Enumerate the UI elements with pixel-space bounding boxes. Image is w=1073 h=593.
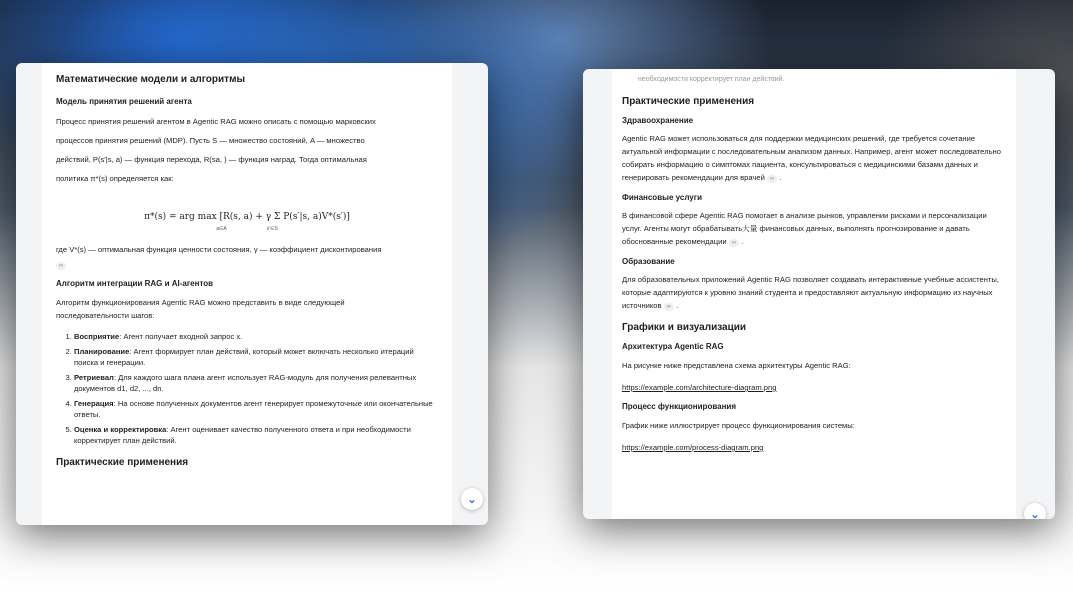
citation-ref-icon[interactable]: ∞ <box>767 175 777 183</box>
formula-text: π*(s) = arg max [R(s, a) + γ Σ P(s′|s, a)V*(s′)] <box>144 212 350 222</box>
math-models-heading: Математические модели и алгоритмы <box>56 74 246 85</box>
formula-subscript-action: a∈A <box>216 226 227 232</box>
algorithm-text-line1: Алгоритм функционирования Agentic RAG можно представить в виде следующей <box>56 298 345 307</box>
model-text-line4: политика π*(s) определяется как: <box>56 174 174 183</box>
practical-applications-heading: Практические применения <box>56 457 189 468</box>
right-document-page <box>612 69 1016 519</box>
formula-subscript-state: s′∈S <box>266 226 278 232</box>
left-document-panel <box>16 63 488 525</box>
healthcare-text: Agentic RAG может использоваться для поддержки медицинских решений, где требуется сочетание актуальной информации с последовательным анализом данных. Например, агент может последовательно собирать информацию о симптомах пациента, консультироваться с медицинскими базами данных и генерировать рекомендации для врачей ∞ . <box>622 134 1001 182</box>
list-item: 3. Ретриевал: Для каждого шага плана агент использует RAG-модуль для получения релевантных документов d1, d2, ..., dn. <box>74 372 438 394</box>
right-document-panel <box>583 69 1055 519</box>
algorithm-text-line2: последовательности шагов: <box>56 311 155 320</box>
scroll-down-button[interactable] <box>1024 503 1046 519</box>
list-item: 4. Генерация: На основе полученных документов агент генерирует промежуточные или окончательные ответы. <box>74 398 438 420</box>
education-text: Для образовательных приложений Agentic RAG позволяет создавать интерактивные учебные ассистенты, которые адаптируются к уровню знаний студента и предоставляют актуальную информацию из научных источников ∞ . <box>622 275 999 310</box>
model-text-line3: действий, P(s′|s, a) — функция перехода, R(sa, ) — функция наград. Тогда оптимальная <box>56 155 367 164</box>
algorithm-heading: Алгоритм интеграции RAG и AI-агентов <box>56 279 214 288</box>
process-text: График ниже иллюстрирует процесс функционирования системы: <box>622 421 855 430</box>
left-document-page <box>42 63 452 525</box>
chevron-down-icon: ⌄ <box>1030 508 1040 519</box>
practical-applications-heading: Практические применения <box>622 96 755 107</box>
citation-ref-icon[interactable]: ∞ <box>56 262 66 270</box>
healthcare-heading: Здравоохранение <box>622 116 694 125</box>
citation-ref-icon[interactable]: ∞ <box>729 239 739 247</box>
value-function-text <box>56 242 438 257</box>
algorithm-steps-list <box>56 331 438 446</box>
model-text-line2: процессов принятия решений (MDP). Пусть S — множество состояний, A — множество <box>56 136 365 145</box>
finance-heading: Финансовые услуги <box>622 193 702 202</box>
list-item: 1. Восприятие: Агент получает входной запрос x. <box>74 331 438 342</box>
process-heading: Процесс функционирования <box>622 402 737 411</box>
chevron-down-icon: ⌄ <box>467 493 477 506</box>
value-function-line: где V*(s) — оптимальная функция ценности состояния, γ — коэффициент дисконтирования <box>56 245 382 254</box>
architecture-heading: Архитектура Agentic RAG <box>622 342 724 351</box>
model-text-line1: Процесс принятия решений агентом в Agentic RAG можно описать с помощью марковских <box>56 117 376 126</box>
citation-ref-icon[interactable]: ∞ <box>664 303 674 311</box>
charts-heading: Графики и визуализации <box>622 322 747 333</box>
faded-previous-line: необходимости корректирует план действий. <box>638 76 785 83</box>
architecture-text: На рисунке ниже представлена схема архитектуры Agentic RAG: <box>622 361 851 370</box>
list-item: 2. Планирование: Агент формирует план действий, который может включать несколько итераций поиска и генерации. <box>74 346 438 368</box>
education-heading: Образование <box>622 257 675 266</box>
scroll-down-button[interactable] <box>461 488 483 510</box>
list-item: 5. Оценка и корректировка: Агент оценивает качество полученного ответа и при необходимости корректирует план действий. <box>74 424 438 446</box>
decision-model-heading: Модель принятия решений агента <box>56 97 192 106</box>
finance-text: В финансовой сфере Agentic RAG помогает в анализе рынков, управлении рисками и персонализации услуг. Агенты могут обрабатывать大量 финансовых данных, выполнять прогнозирование и давать обоснованные рекомендации ∞ . <box>622 211 987 246</box>
process-diagram-link[interactable]: https://example.com/process-diagram.png <box>622 443 764 452</box>
architecture-diagram-link[interactable]: https://example.com/architecture-diagram.png <box>622 383 777 392</box>
